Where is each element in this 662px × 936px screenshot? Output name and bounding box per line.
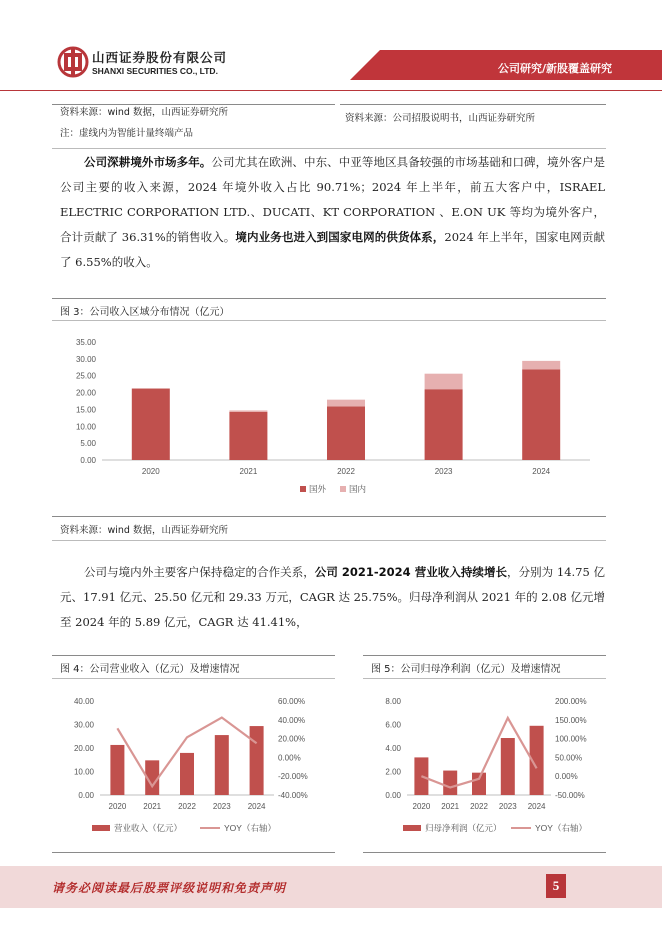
x-tick-label: 2021 — [143, 802, 162, 811]
report-type: 公司研究/新股覆盖研究 — [497, 62, 612, 75]
divider — [52, 540, 606, 541]
legend-label: YOY（右轴） — [535, 823, 587, 833]
divider — [363, 678, 606, 679]
y-tick-label: 0.00 — [385, 791, 401, 800]
paragraph-overseas — [60, 150, 605, 275]
y-tick-label: 2.00 — [385, 767, 401, 777]
x-tick-label: 2024 — [532, 467, 551, 476]
company-logo-icon — [59, 47, 87, 77]
paragraph-growth — [60, 560, 605, 635]
para1-body2: 2024 年上半年，国家电网贡献了 6.55%的收入。 — [60, 230, 605, 269]
bar-国外-2022 — [327, 406, 365, 460]
y2-tick-label: 0.00% — [278, 753, 301, 763]
bar-国内-2024 — [522, 361, 560, 369]
y2-tick-label: 100.00% — [555, 734, 587, 744]
y2-tick-label: -50.00% — [555, 791, 585, 800]
fig3-chart — [60, 330, 606, 516]
fig4-title: 图 4：公司营业收入（亿元）及增速情况 — [60, 664, 240, 675]
legend-label: 归母净利润（亿元） — [425, 823, 502, 833]
divider — [52, 298, 606, 299]
legend-swatch — [403, 825, 421, 831]
x-tick-label: 2022 — [337, 467, 355, 476]
bar-国外-2020 — [132, 389, 170, 460]
bar-国内-2021 — [229, 410, 267, 411]
y2-tick-label: 20.00% — [278, 734, 306, 744]
y-tick-label: 35.00 — [75, 338, 96, 347]
y2-tick-label: -40.00% — [278, 791, 308, 800]
y-tick-label: 40.00 — [73, 697, 94, 706]
bar-国外-2023 — [425, 389, 463, 460]
y-tick-label: 30.00 — [75, 354, 96, 364]
x-tick-label: 2020 — [108, 802, 127, 811]
y-tick-label: 10.00 — [73, 767, 94, 777]
y2-tick-label: 50.00% — [555, 753, 583, 763]
fig3-title: 图 3：公司收入区域分布情况（亿元） — [60, 307, 230, 318]
para2-body2: ，分别为 14.75 亿元、17.91 亿元、25.50 亿元和 29.33 万元，CAGR 达 25.75%。归母净利润从 2021 年的 2.08 亿元增至 2024 年的 5.89 亿元，CAGR 达 41.41%， — [60, 565, 606, 629]
y2-tick-label: 200.00% — [555, 697, 587, 706]
x-tick-label: 2022 — [470, 802, 488, 811]
legend-swatch — [300, 486, 306, 492]
y2-tick-label: 40.00% — [278, 715, 306, 725]
y2-tick-label: 60.00% — [278, 697, 306, 706]
x-tick-label: 2021 — [441, 802, 460, 811]
bar-国外-2021 — [229, 412, 267, 460]
divider — [363, 655, 606, 656]
fig3-source: 资料来源：wind 数据，山西证券研究所 — [60, 525, 228, 536]
company-name-en: SHANXI SECURITIES CO., LTD. — [92, 66, 218, 76]
legend-label: 国外 — [309, 484, 327, 494]
para2-bold: 公司 2021-2024 营业收入持续增长 — [314, 565, 508, 579]
y-tick-label: 20.00 — [75, 388, 96, 398]
divider — [52, 678, 335, 679]
yoy-line — [421, 718, 536, 788]
y-tick-label: 5.00 — [80, 439, 96, 449]
y-tick-label: 8.00 — [385, 697, 401, 706]
legend-swatch — [340, 486, 346, 492]
y-tick-label: 10.00 — [75, 422, 96, 432]
y-tick-label: 30.00 — [73, 720, 94, 730]
divider — [340, 104, 606, 105]
x-tick-label: 2024 — [247, 802, 266, 811]
para1-bold2: 境内业务也进入到国家电网的供货体系， — [235, 230, 445, 244]
bar-2020 — [110, 745, 124, 795]
page-number: 5 — [546, 874, 566, 898]
y2-tick-label: -20.00% — [278, 772, 308, 782]
legend-label: YOY（右轴） — [224, 823, 276, 833]
footer-disclaimer: 请务必阅读最后股票评级说明和免责声明 — [52, 881, 287, 895]
x-tick-label: 2023 — [434, 467, 453, 476]
fig5-title: 图 5：公司归母净利润（亿元）及增速情况 — [371, 664, 561, 675]
left-source: 资料来源：wind 数据，山西证券研究所 — [60, 107, 228, 118]
x-tick-label: 2023 — [498, 802, 517, 811]
x-tick-label: 2023 — [212, 802, 231, 811]
fig5-chart — [363, 683, 606, 845]
bar-2023 — [501, 738, 515, 795]
x-tick-label: 2022 — [178, 802, 196, 811]
y2-tick-label: 0.00% — [555, 772, 578, 782]
y-tick-label: 15.00 — [75, 405, 96, 415]
bar-2022 — [180, 753, 194, 795]
y-tick-label: 4.00 — [385, 744, 401, 753]
y-tick-label: 6.00 — [385, 720, 401, 730]
bar-国外-2024 — [522, 369, 560, 460]
bar-2024 — [250, 726, 264, 795]
x-tick-label: 2024 — [527, 802, 546, 811]
y-tick-label: 0.00 — [78, 791, 94, 800]
divider — [52, 516, 606, 517]
y-tick-label: 20.00 — [73, 744, 94, 753]
y-tick-label: 0.00 — [80, 456, 96, 465]
divider — [52, 852, 335, 853]
right-source: 资料来源：公司招股说明书，山西证券研究所 — [345, 113, 536, 124]
divider — [363, 852, 606, 853]
left-note: 注：虚线内为智能计量终端产品 — [60, 128, 194, 139]
para1-body1: 公司尤其在欧洲、中东、中亚等地区具备较强的市场基础和口碑，境外客户是公司主要的收入来源，2024 年境外收入占比 90.71%；2024 年上半年，前五大客户中，ISRAEL ELECTRIC CORPORATION LTD.、DUCATI、KT CORPORATION 、E.ON UK 等均为境外客户，合计贡献了 36.31%的销售收入。 — [60, 155, 605, 244]
x-tick-label: 2020 — [141, 467, 160, 476]
para2-body1: 公司与境内外主要客户保持稳定的合作关系， — [84, 565, 315, 579]
x-tick-label: 2020 — [412, 802, 431, 811]
company-name-zh: 山西证券股份有限公司 — [92, 50, 228, 65]
y2-tick-label: 150.00% — [555, 715, 587, 725]
legend-label: 营业收入（亿元） — [114, 823, 183, 833]
legend-swatch — [92, 825, 110, 831]
x-tick-label: 2021 — [239, 467, 258, 476]
divider — [52, 148, 606, 149]
para1-lead: 公司深耕境外市场多年。 — [84, 155, 212, 169]
bar-2023 — [215, 735, 229, 795]
bar-2021 — [443, 771, 457, 795]
y-tick-label: 25.00 — [75, 371, 96, 381]
bar-2022 — [472, 773, 486, 795]
bar-国内-2023 — [425, 374, 463, 390]
legend-label: 国内 — [349, 484, 367, 494]
bar-2020 — [414, 757, 428, 795]
divider — [52, 655, 335, 656]
fig4-chart — [52, 683, 335, 845]
divider — [52, 320, 606, 321]
bar-国内-2022 — [327, 400, 365, 407]
